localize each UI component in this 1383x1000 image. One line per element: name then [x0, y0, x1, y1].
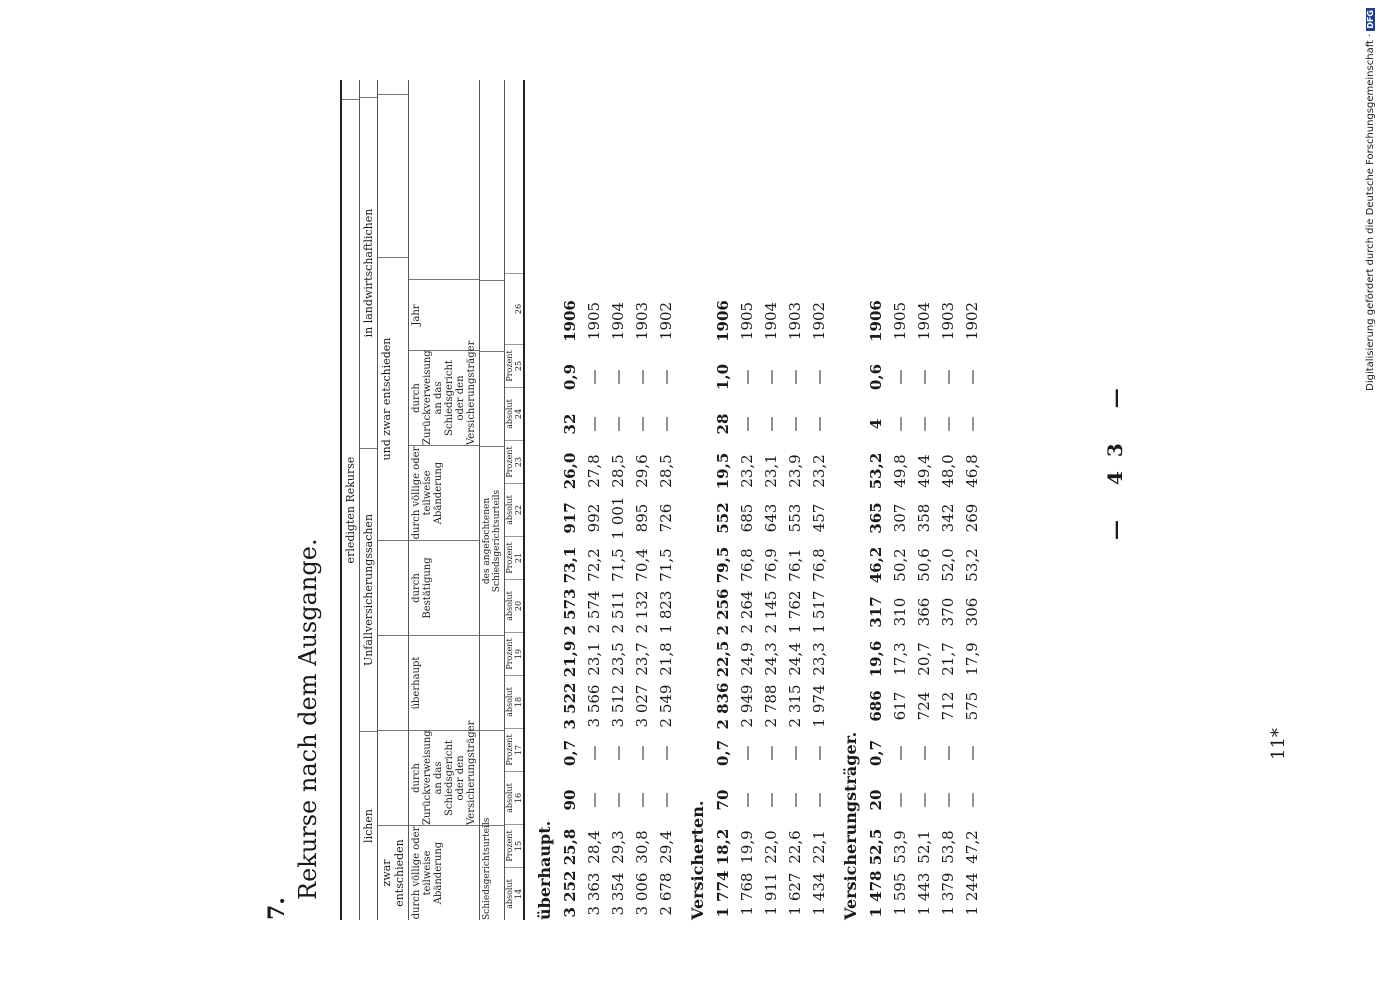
table-section [688, 80, 831, 920]
table-cell: — [915, 745, 933, 761]
table-section [535, 80, 678, 920]
table-cell: 22,6 [786, 830, 804, 864]
table-cell: 52,1 [915, 830, 933, 864]
table-cell: 1,0 [714, 363, 732, 391]
table-cell: 1906 [561, 300, 579, 342]
table-cell: 19,9 [738, 830, 756, 864]
table-cell: 18,2 [714, 828, 732, 866]
table-cell: — [963, 369, 981, 385]
table-body [535, 80, 984, 920]
section-title: Versicherten. [688, 800, 707, 920]
table-cell: 617 [891, 691, 909, 721]
table-cell: 28,5 [657, 454, 675, 488]
table-cell: 26,0 [561, 452, 579, 490]
table-row [888, 80, 912, 920]
table-cell: 1 823 [657, 590, 675, 634]
table-cell: 552 [714, 502, 732, 534]
table-row [735, 80, 759, 920]
table-cell: 1905 [585, 301, 603, 341]
table-cell: — [963, 792, 981, 808]
table-cell: — [891, 792, 909, 808]
table-cell: 366 [915, 597, 933, 627]
table-row [960, 80, 984, 920]
table-cell: 2 549 [657, 684, 675, 728]
table-cell: 1 974 [810, 684, 828, 728]
dfg-credit [1364, 8, 1378, 392]
table-cell: 20 [867, 789, 885, 811]
table-cell: 79,5 [714, 546, 732, 584]
table-cell: 1 443 [915, 872, 933, 916]
table-cell: 48,0 [939, 454, 957, 488]
table-cell: 29,6 [633, 454, 651, 488]
table-cell: 370 [939, 597, 957, 627]
table-cell: 1903 [633, 301, 651, 341]
table-cell: — [891, 416, 909, 432]
dfg-credit-text: Digitalisierung gefördert durch die Deutsche Forschungsgemeinschaft · [1364, 33, 1376, 391]
table-cell: 4 [867, 418, 885, 430]
table-cell: 21,8 [657, 642, 675, 676]
page-number: — 43 — [1103, 374, 1127, 540]
table-cell: 685 [738, 503, 756, 533]
table-cell: 365 [867, 502, 885, 534]
table-cell: 28,4 [585, 830, 603, 864]
table-cell: 76,1 [786, 548, 804, 582]
header-c16-17: durch Zurückverweisung an das Schiedsgericht oder den Versicherungsträger [411, 720, 477, 825]
header-middle-group: Unfallversicherungssachen [360, 448, 377, 731]
header-c24-25: durch Zurückverweisung an das Schiedsgericht oder den Versicherungsträger [411, 340, 477, 445]
header-right-group: in landwirtschaftlichen [360, 97, 377, 448]
table-cell: 46,8 [963, 454, 981, 488]
table-cell: 2 949 [738, 684, 756, 728]
table-cell: 50,6 [915, 548, 933, 582]
table-cell: — [738, 792, 756, 808]
table-row [912, 80, 936, 920]
table-cell: 2 573 [561, 588, 579, 636]
table-cell: — [939, 745, 957, 761]
table-cell: — [963, 416, 981, 432]
margin-mark: 11* [1268, 728, 1289, 760]
table-cell: 52,5 [867, 828, 885, 866]
table-cell: — [762, 416, 780, 432]
table-row [711, 80, 735, 920]
table-cell: 49,8 [891, 454, 909, 488]
table-cell: — [738, 745, 756, 761]
table-cell: 1902 [657, 301, 675, 341]
table-cell: 46,2 [867, 546, 885, 584]
table-cell: — [609, 416, 627, 432]
table-cell: 32 [561, 413, 579, 435]
table-cell: 917 [561, 502, 579, 534]
table-cell: 22,5 [714, 640, 732, 678]
header-c20-23-sub: des angefochtenen Schiedsgerichtsurteils [480, 446, 504, 635]
table-cell: 3 252 [561, 870, 579, 918]
table-cell: 306 [963, 597, 981, 627]
header-right-zwar: und zwar entschieden [378, 257, 408, 540]
table-cell: — [609, 792, 627, 808]
table-cell: 28,5 [609, 454, 627, 488]
table-cell: 53,2 [963, 548, 981, 582]
table-cell: 17,3 [891, 642, 909, 676]
table-cell: 2 511 [609, 590, 627, 634]
section-title: überhaupt. [535, 820, 554, 920]
table-cell: 20,7 [915, 642, 933, 676]
table-cell: 30,8 [633, 830, 651, 864]
document-page [250, 80, 1289, 920]
table-cell: 1 001 [609, 496, 627, 540]
table-section [841, 80, 984, 920]
table-cell: 3 566 [585, 684, 603, 728]
table-cell: 70,4 [633, 548, 651, 582]
header-top: erledigten Rekurse [342, 99, 359, 920]
table-row [864, 80, 888, 920]
table-cell: — [657, 745, 675, 761]
table-cell: 90 [561, 789, 579, 811]
table-cell: 23,2 [810, 454, 828, 488]
table-cell: — [633, 369, 651, 385]
table-cell: 53,9 [891, 830, 909, 864]
table-cell: 3 027 [633, 684, 651, 728]
table-cell: — [810, 416, 828, 432]
table-cell: 72,2 [585, 548, 603, 582]
table-cell: — [915, 369, 933, 385]
table-cell: 24,9 [738, 642, 756, 676]
table-cell: 21,7 [939, 642, 957, 676]
table-cell: 1 595 [891, 872, 909, 916]
table-cell: 53,8 [939, 830, 957, 864]
table-cell: 49,4 [915, 454, 933, 488]
table-cell: — [609, 745, 627, 761]
table-cell: 0,7 [867, 739, 885, 767]
table-cell: 317 [867, 596, 885, 628]
table-row [582, 80, 606, 920]
table-cell: — [633, 416, 651, 432]
table-cell: 1 762 [786, 590, 804, 634]
table-cell: 25,8 [561, 828, 579, 866]
table-cell: 553 [786, 503, 804, 533]
table-cell: — [915, 416, 933, 432]
table-cell: 2 836 [714, 682, 732, 730]
table-cell: 0,9 [561, 363, 579, 391]
table-cell: — [786, 416, 804, 432]
table-cell: 50,2 [891, 548, 909, 582]
table-cell: 895 [633, 503, 651, 533]
table-cell: 342 [939, 503, 957, 533]
table-row [654, 80, 678, 920]
table-cell: — [810, 369, 828, 385]
table-cell: 310 [891, 597, 909, 627]
table-cell: 269 [963, 503, 981, 533]
header-c14-15: durch völlige oder teilweise Abänderung [409, 825, 479, 920]
table-cell: — [939, 369, 957, 385]
header-c22-23: durch völlige oder teilweise Abänderung [409, 445, 479, 540]
table-cell: 17,9 [963, 642, 981, 676]
section-title: Versicherungsträger. [841, 731, 860, 920]
table-cell: — [810, 792, 828, 808]
table-row [783, 80, 807, 920]
table-cell: — [963, 745, 981, 761]
table-cell: 2 788 [762, 684, 780, 728]
table-cell: 24,4 [786, 642, 804, 676]
table-cell: 70 [714, 789, 732, 811]
table-cell: 1904 [609, 301, 627, 341]
table-cell: 1 478 [867, 870, 885, 918]
table-cell: 3 522 [561, 682, 579, 730]
table-cell: 19,6 [867, 640, 885, 678]
table-cell: — [762, 792, 780, 808]
table-cell: — [738, 416, 756, 432]
header-c14-15-sub: Schiedsgerichtsurteils [480, 825, 504, 920]
table-cell: 2 678 [657, 872, 675, 916]
table-cell: 71,5 [657, 548, 675, 582]
table-cell: 24,3 [762, 642, 780, 676]
table-cell: 0,7 [561, 739, 579, 767]
table-row [630, 80, 654, 920]
table-cell: 1 434 [810, 872, 828, 916]
table-cell: 2 574 [585, 590, 603, 634]
table-cell: 2 145 [762, 590, 780, 634]
table-cell: — [891, 745, 909, 761]
table-cell: 3 363 [585, 872, 603, 916]
table-cell: 1 244 [963, 872, 981, 916]
header-c26: Jahr [409, 279, 479, 350]
table-cell: — [657, 416, 675, 432]
table-cell: 2 256 [714, 588, 732, 636]
table-cell: 21,9 [561, 640, 579, 678]
table-cell: 23,9 [786, 454, 804, 488]
table-cell: 307 [891, 503, 909, 533]
table-cell: 0,6 [867, 363, 885, 391]
table-cell: 1902 [810, 301, 828, 341]
table-cell: 358 [915, 503, 933, 533]
table-cell: 23,3 [810, 642, 828, 676]
header-c18-19: überhaupt [409, 635, 479, 730]
table-cell: — [810, 745, 828, 761]
table-cell: — [762, 369, 780, 385]
table-header [340, 80, 525, 920]
chapter-number: 7. [264, 897, 290, 920]
table-cell: 1903 [786, 301, 804, 341]
header-c20-21: durch Bestätigung [409, 540, 479, 635]
table-cell: 23,1 [585, 642, 603, 676]
table-cell: 23,5 [609, 642, 627, 676]
table-cell: 1906 [867, 300, 885, 342]
table-row [759, 80, 783, 920]
table-cell: 575 [963, 691, 981, 721]
table-cell: 0,7 [714, 739, 732, 767]
table-cell: — [915, 792, 933, 808]
table-cell: 47,2 [963, 830, 981, 864]
table-cell: 23,1 [762, 454, 780, 488]
table-cell: 27,8 [585, 454, 603, 488]
table-cell: 1902 [963, 301, 981, 341]
table-cell: 1906 [714, 300, 732, 342]
table-cell: 2 315 [786, 684, 804, 728]
table-cell: 457 [810, 503, 828, 533]
table-cell: — [786, 745, 804, 761]
table-cell: 71,5 [609, 548, 627, 582]
table-cell: 2 264 [738, 590, 756, 634]
table-cell: 1 379 [939, 872, 957, 916]
table-cell: — [585, 416, 603, 432]
table-row [936, 80, 960, 920]
table-cell: — [939, 416, 957, 432]
table-row [606, 80, 630, 920]
table-cell: 29,3 [609, 830, 627, 864]
table-cell: 1904 [915, 301, 933, 341]
table-cell: 3 354 [609, 872, 627, 916]
table-cell: 1 911 [762, 872, 780, 916]
table-cell: 22,0 [762, 830, 780, 864]
table-cell: 28 [714, 413, 732, 435]
table-cell: 3 006 [633, 872, 651, 916]
table-cell: 643 [762, 503, 780, 533]
table-cell: — [657, 792, 675, 808]
table-cell: 23,2 [738, 454, 756, 488]
rotated-page-content [250, 80, 1289, 920]
table-cell: 19,5 [714, 452, 732, 490]
table-cell: 73,1 [561, 546, 579, 584]
table-cell: — [786, 369, 804, 385]
table-row [558, 80, 582, 920]
table-cell: — [657, 369, 675, 385]
table-row [807, 80, 831, 920]
table-cell: — [633, 792, 651, 808]
table-cell: 1 517 [810, 590, 828, 634]
table-cell: — [939, 792, 957, 808]
page-title: Rekurse nach dem Ausgange. [294, 538, 322, 900]
table-cell: 76,9 [762, 548, 780, 582]
table-cell: 712 [939, 691, 957, 721]
table-cell: — [891, 369, 909, 385]
table-cell: 1 768 [738, 872, 756, 916]
table-cell: 23,7 [633, 642, 651, 676]
table-cell: — [609, 369, 627, 385]
table-cell: 53,2 [867, 452, 885, 490]
table-cell: 1905 [738, 301, 756, 341]
table-cell: 1 627 [786, 872, 804, 916]
header-left-group: lichen [360, 731, 377, 920]
dfg-logo: DFG [1365, 10, 1375, 29]
table-cell: 724 [915, 691, 933, 721]
table-cell: 22,1 [810, 830, 828, 864]
table-cell: 1905 [891, 301, 909, 341]
table-cell: — [786, 792, 804, 808]
table-cell: 1 774 [714, 870, 732, 918]
table-cell: 992 [585, 503, 603, 533]
header-abs-pct-row: absolut Prozent absolut Prozent absolut Prozent absolut Prozent absolut Prozent absolut Prozent [505, 80, 514, 920]
table-cell: 726 [657, 503, 675, 533]
table-cell: 1903 [939, 301, 957, 341]
table-cell: 52,0 [939, 548, 957, 582]
table-cell: 686 [867, 690, 885, 722]
statistics-table [340, 80, 984, 920]
table-cell: 3 512 [609, 684, 627, 728]
table-cell: — [585, 745, 603, 761]
table-cell: — [633, 745, 651, 761]
table-cell: — [585, 792, 603, 808]
header-column-numbers: 14 15 16 17 18 19 20 21 22 23 24 25 26 [514, 80, 523, 920]
table-cell: 76,8 [738, 548, 756, 582]
table-cell: — [762, 745, 780, 761]
table-cell: 76,8 [810, 548, 828, 582]
header-left-zwar: zwar entschieden [378, 825, 408, 920]
table-cell: 1904 [762, 301, 780, 341]
table-cell: 2 132 [633, 590, 651, 634]
table-cell: 29,4 [657, 830, 675, 864]
table-cell: — [738, 369, 756, 385]
table-cell: — [585, 369, 603, 385]
